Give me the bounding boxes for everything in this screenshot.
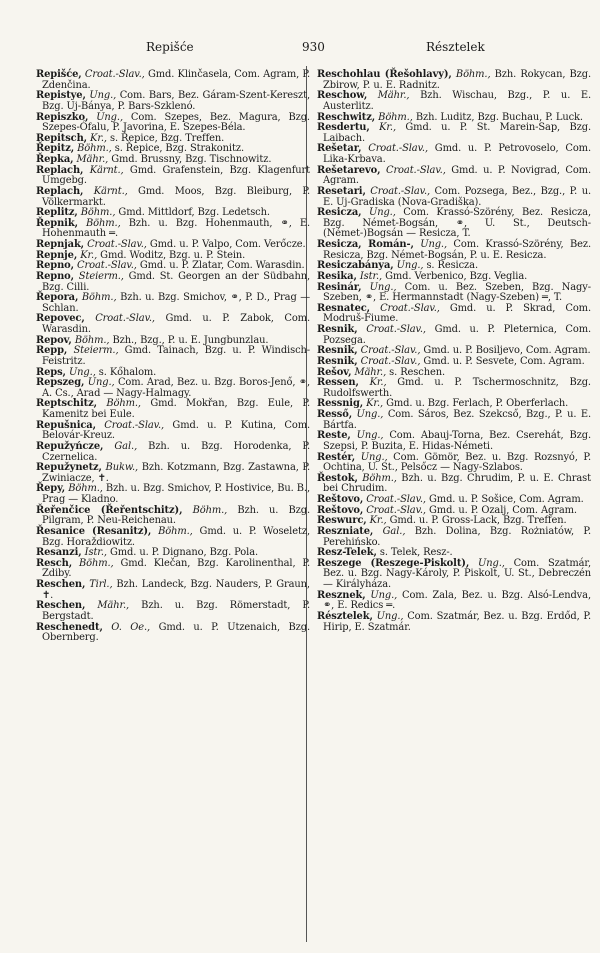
entry-region: Ung., — [370, 589, 398, 601]
entry-name: Replitz, — [36, 207, 78, 219]
page-number: 930 — [302, 40, 325, 54]
entry-region: Kr., — [366, 398, 384, 410]
entry-details: Bzh. u. Bzg. Hohenmauth, ⚭, E. Hohenmauth ═. — [42, 217, 310, 240]
gazetteer-entry — [317, 240, 591, 261]
entry-details: Gmd. u. P. Ozalj, Com. Agram. — [429, 504, 577, 516]
entry-region: Böhm., — [74, 334, 110, 346]
gazetteer-entry — [36, 580, 310, 601]
gazetteer-entry — [36, 219, 310, 240]
entry-details: Bzh. u. Bzg. Horodenka, P. Czernelica. — [42, 440, 311, 463]
gazetteer-entry — [36, 463, 310, 484]
entry-region: Böhm., — [78, 557, 114, 569]
entry-name: Restér, — [317, 451, 356, 463]
entry-details: Gmd. u. Bzg. Ferlach, P. Oberferlach. — [386, 398, 569, 410]
entry-name: Rešov, — [317, 366, 352, 378]
entry-details: Bzh. u. Bzg. Smichov, P. Hostivice, Bu. B., Prag — Kladno. — [42, 483, 311, 505]
entry-region: Kr., — [369, 377, 387, 389]
entry-region: Böhm., — [378, 111, 413, 123]
entry-details: Gmd. u. P. Novigrad, Com. Agram. — [323, 164, 591, 187]
entry-name: Reštovo, — [317, 494, 364, 505]
entry-name: Resnatec, — [317, 302, 371, 314]
entry-details: Com. Abauj-Torna, Bez. Cserehát, Bzg. Szepsi, P. Buzita, E. Hidas-Németi. — [323, 430, 591, 452]
entry-details: Bzh. Dolina, Bzg. Rożniatów, P. Perehińsko. — [323, 525, 591, 548]
gazetteer-entry — [36, 527, 310, 548]
entry-region: Ung., — [368, 207, 396, 219]
entry-name: Resdertu, — [317, 122, 370, 134]
entry-details: Gmd. Woditz, Bzg. u. P. Stein. — [100, 249, 246, 261]
entry-region: Croat.-Slav., — [370, 185, 431, 197]
entry-region: Ung., — [96, 111, 123, 123]
entry-details: Bzh. Rokycan, Bzg. Zbirow, P. u. E. Radnitz. — [323, 69, 592, 91]
entry-region: Croat.-Slav., — [366, 504, 426, 516]
entry-name: Resznek, — [317, 589, 366, 601]
entry-name: Reschen, — [36, 579, 86, 590]
gazetteer-entry — [36, 559, 310, 580]
entry-region: Ung., — [87, 377, 115, 389]
entry-name: Resiczabánya, — [317, 260, 394, 272]
entry-name: Resz-Telek, — [317, 547, 377, 559]
entry-details: Com. Szepes, Bez. Magura, Bzg. Szepes-Ófalu, P. Javorina, E. Szepes-Béla. — [42, 111, 310, 134]
entry-name: Repišće, — [36, 69, 82, 80]
gazetteer-entry — [36, 484, 310, 505]
entry-name: Řepnik, — [36, 217, 78, 229]
entry-details: Gmd. u. P. Skrad, Com. Modruš-Fiume. — [323, 302, 591, 325]
entry-region: Istr., — [84, 547, 107, 559]
entry-region: O. Oe., — [111, 621, 151, 633]
entry-name: Resnik, — [317, 324, 358, 335]
entry-details: Com. Zala, Bez. u. Bzg. Alsó-Lendva, ⚭, E. Redics ═. — [323, 589, 591, 612]
entry-details: Gmd. u. P. Valpo, Com. Verőcze. — [149, 239, 306, 250]
entry-name: Reswurc, — [317, 515, 367, 527]
running-head-right: Résztelek — [426, 40, 485, 54]
entry-region: Steierm., — [73, 345, 119, 357]
entry-region: Böhm., — [106, 398, 141, 410]
entry-region: Böhm., — [86, 217, 121, 229]
entry-details: s. Kőhalom. — [98, 366, 157, 378]
entry-name: Resika, — [317, 270, 357, 282]
gazetteer-entry — [317, 325, 591, 346]
entry-region: Böhm., — [192, 504, 228, 516]
entry-region: Ung., — [89, 90, 117, 102]
entry-details: Com. Bars, Bez. Gáram-Szent-Kereszt, Bzg. Uj-Bánya, P. Bars-Szklenó. — [42, 90, 311, 112]
entry-region: Ung., — [356, 430, 384, 442]
entry-details: Gmd. u. P. St. Marein-Sap, Bzg. Laibach. — [323, 122, 591, 144]
entry-name: Řepora, — [36, 292, 79, 304]
entry-name: Repnjak, — [36, 239, 85, 250]
entry-details: Bzh. Luditz, Bzg. Buchau, P. Luck. — [415, 111, 583, 123]
entry-name: Replach, — [36, 185, 84, 197]
entry-region: Ung., — [376, 610, 404, 622]
entry-region: Gal., — [382, 525, 406, 537]
gazetteer-entry — [317, 91, 591, 112]
entry-name: Reschenedt, — [36, 621, 103, 633]
entry-details: Com. u. Bez. Szeben, Bzg. Nagy-Szeben, ⚭, E. Hermannstadt (Nagy-Szeben) ═, T. — [323, 281, 591, 304]
gazetteer-entry — [317, 283, 591, 304]
entry-name: Resanzi, — [36, 547, 82, 559]
gazetteer-entry — [317, 123, 591, 144]
gazetteer-entry — [317, 144, 591, 165]
gazetteer-entry — [36, 623, 310, 644]
entry-region: Böhm., — [158, 525, 193, 537]
gazetteer-entry — [317, 591, 591, 612]
entry-region: Kr., — [80, 249, 98, 261]
gazetteer-entry — [36, 91, 310, 112]
entry-region: Croat.-Slav., — [360, 345, 421, 357]
entry-name: Ressnig, — [317, 398, 364, 410]
entry-name: Repužyńcze, — [36, 440, 104, 452]
entry-details: Com. Gömör, Bez. u. Bzg. Rozsnyó, P. Ochtina, U. St., Pelsőcz — Nagy-Szlabos. — [323, 451, 591, 474]
entry-details: Gmd. St. Georgen an der Südbahn, Bzg. Cilli. — [42, 270, 311, 293]
entry-details: Gmd. u. P. Bosiljevo, Com. Agram. — [423, 345, 591, 357]
entry-region: Böhm., — [80, 207, 116, 219]
entry-name: Resetari, — [317, 185, 366, 197]
entry-region: Croat.-Slav., — [385, 164, 446, 176]
entry-details: Com. Sáros, Bez. Szekcső, Bzg., P. u. E. Bártfa. — [323, 409, 591, 431]
entry-details: Gmd. u. P. Gross-Lack, Bzg. Treffen. — [389, 515, 567, 527]
entry-details: Gmd. Grafenstein, Bzg. Klagenfurt Umgebg. — [42, 164, 310, 187]
gazetteer-entry — [36, 399, 310, 420]
entry-region: Mähr., — [377, 90, 410, 102]
entry-details: Gmd. u. P. Sesvete, Com. Agram. — [423, 355, 585, 367]
left-column — [36, 70, 310, 644]
entry-name: Řepka, — [36, 154, 74, 165]
gazetteer-entry — [36, 293, 310, 314]
entry-name: Řeřenčice (Řeřentschitz), — [36, 504, 183, 516]
entry-details: s. Resicza. — [426, 260, 478, 272]
gazetteer-entry — [317, 187, 591, 208]
entry-details: s. Řepice, Bzg. Treffen. — [109, 132, 225, 144]
gazetteer-entry — [36, 314, 310, 335]
entry-region: Böhm., — [455, 69, 491, 80]
entry-name: Rešetar, — [317, 143, 362, 155]
entry-details: Bzh. Wischau, Bzg., P. u. E. Austerlitz. — [323, 90, 591, 112]
entry-details: Gmd. u. P. Woseletz, Bzg. Horaždiowitz. — [42, 525, 310, 548]
gazetteer-entry — [36, 166, 310, 187]
entry-details: Gmd. u. P. Pleternica, Com. Pozsega. — [323, 324, 591, 346]
running-head-left: Repišće — [146, 40, 194, 54]
entry-name: Reschwitz, — [317, 111, 376, 123]
entry-name: Replach, — [36, 164, 84, 176]
entry-details: Gmd. Klinčasela, Com. Agram, P. Zdenčina. — [42, 69, 310, 91]
entry-name: Repno, — [36, 260, 74, 272]
entry-region: Bukw., — [105, 462, 139, 474]
entry-details: Bzh. Landeck, Bzg. Nauders, P. Graun, ✝. — [42, 579, 310, 601]
entry-name: Repužynetz, — [36, 462, 102, 474]
entry-region: Ung., — [396, 260, 424, 272]
entry-name: Ressen, — [317, 377, 359, 389]
entry-name: Reschow, — [317, 90, 368, 102]
entry-region: Mähr., — [76, 154, 109, 165]
entry-details: Bzh. u. Bzg. Römerstadt, P. Bergstadt. — [42, 600, 310, 622]
entry-name: Résztelek, — [317, 610, 373, 622]
entry-region: Ung., — [477, 557, 505, 569]
gazetteer-entry — [317, 612, 591, 633]
entry-region: Steierm., — [78, 270, 124, 282]
gazetteer-entry — [36, 506, 310, 527]
entry-details: Com. Arad, Bez. u. Bzg. Boros-Jenő, ⚭, A. Cs., Arad — Nagy-Halmagy. — [42, 377, 310, 399]
entry-name: Reszniate, — [317, 525, 374, 537]
gazetteer-entry — [36, 70, 310, 91]
entry-details: Gmd. u. P. Zlatar, Com. Warasdin. — [139, 260, 305, 272]
entry-details: Gmd. Tainach, Bzg. u. P. Windisch-Feistritz. — [42, 345, 310, 367]
entry-region: Böhm., — [68, 483, 103, 495]
entry-details: Bzh., Bzg., P. u. E. Jungbunzlau. — [112, 334, 269, 346]
entry-name: Resnik, — [317, 345, 358, 357]
entry-name: Resnik, — [317, 355, 358, 367]
gazetteer-entry — [36, 187, 310, 208]
entry-name: Resső, — [317, 409, 353, 420]
gazetteer-entry — [317, 474, 591, 495]
entry-region: Böhm., — [362, 472, 397, 484]
entry-details: Bzh. Kotzmann, Bzg. Zastawna, P. Zwiniacze, ✝. — [42, 462, 310, 484]
entry-details: Gmd. u. P. Kutina, Com. Belovár-Kreuz. — [42, 419, 310, 442]
entry-region: Istr., — [359, 270, 383, 282]
right-column — [317, 70, 591, 633]
entry-details: Bzh. u. Bzg. Chrudim, P. u. E. Chrast bei Chrudim. — [323, 472, 591, 495]
entry-region: Croat.-Slav., — [360, 355, 421, 367]
entry-name: Reszege (Reszege-Piskolt), — [317, 557, 470, 569]
entry-region: Kr., — [90, 132, 107, 144]
entry-details: s. Reschen. — [389, 366, 445, 378]
entry-details: Gmd. Brussny, Bzg. Tischnowitz. — [111, 154, 272, 165]
entry-region: Croat.-Slav., — [380, 302, 440, 314]
gazetteer-entry — [317, 453, 591, 474]
entry-name: Repistye, — [36, 90, 86, 102]
entry-name: Resicza, — [317, 207, 362, 219]
entry-details: Gmd. u. P. Dignano, Bzg. Pola. — [109, 547, 259, 559]
entry-name: Repovec, — [36, 313, 85, 325]
entry-name: Repnje, — [36, 249, 78, 261]
entry-name: Reste, — [317, 430, 351, 442]
entry-region: Croat.-Slav., — [95, 313, 155, 325]
entry-name: Repitsch, — [36, 132, 87, 144]
entry-region: Ung., — [369, 281, 397, 293]
gazetteer-entry — [317, 431, 591, 452]
entry-details: Gmd. Mittldorf, Bzg. Ledetsch. — [118, 207, 270, 219]
entry-details: Gmd. Moos, Bzg. Bleiburg, P. Völkermarkt. — [42, 185, 310, 208]
entry-name: Reps, — [36, 366, 66, 378]
entry-details: s. Telek, Resz-. — [379, 547, 453, 559]
entry-region: Böhm., — [81, 292, 117, 304]
entry-region: Böhm., — [77, 143, 112, 155]
entry-region: Kr., — [369, 515, 387, 527]
entry-details: Gmd. Klečan, Bzg. Karolinenthal, P. Zdiby. — [42, 557, 310, 580]
gazetteer-entry — [317, 70, 591, 91]
entry-details: Gmd. u. P. Tschermoschnitz, Bzg. Rudolfswerth. — [323, 377, 591, 399]
entry-region: Croat.-Slav., — [77, 260, 137, 272]
entry-name: Reštovo, — [317, 504, 364, 516]
entry-details: Com. Szatmár, Bez. u. Bzg. Erdőd, P. Hirip, E. Szatmár. — [323, 610, 591, 633]
gazetteer-entry — [36, 601, 310, 622]
gazetteer-entry — [36, 272, 310, 293]
entry-region: Kärnt., — [89, 164, 124, 176]
entry-details: Com. Szatmár, Bez. u. Bzg. Nagy-Károly, P. Piskolt, U. St., Debreczén — Királyháza. — [323, 557, 591, 590]
gazetteer-entry — [317, 304, 591, 325]
entry-details: Gmd. u. P. Sošice, Com. Agram. — [429, 494, 584, 505]
entry-name: Repušnica, — [36, 419, 96, 431]
entry-name: Resch, — [36, 557, 73, 569]
entry-region: Tirl., — [89, 579, 113, 590]
entry-region: Gal., — [114, 440, 138, 452]
entry-details: Gmd. u. P. Utzenaich, Bzg. Obernberg. — [42, 621, 311, 644]
gazetteer-entry — [317, 559, 591, 591]
entry-name: Řepy, — [36, 483, 66, 495]
entry-region: Ung., — [420, 239, 448, 250]
gazetteer-entry — [317, 527, 591, 548]
entry-region: Mähr., — [354, 366, 387, 378]
entry-region: Croat.-Slav., — [84, 69, 145, 80]
gazetteer-entry — [317, 208, 591, 240]
entry-details: Gmd. u. P. Zabok, Com. Warasdin. — [42, 313, 310, 335]
gazetteer-entry — [36, 378, 310, 399]
entry-details: Bzh. u. Bzg. Pilgram, P. Neu-Reichenau. — [42, 504, 310, 527]
entry-name: Resinár, — [317, 281, 362, 293]
entry-name: Řesanice (Resanitz), — [36, 525, 152, 537]
entry-region: Ung., — [360, 451, 388, 463]
entry-name: Reschohlau (Řešohlavy), — [317, 69, 452, 80]
entry-details: Com. Krassó-Szörény, Bez. Resicza, Bzg. Német-Bogsán, P. u. E. Resicza. — [323, 239, 592, 261]
gazetteer-entry — [36, 346, 310, 367]
entry-name: Řepitz, — [36, 143, 75, 155]
entry-name: Repno, — [36, 270, 74, 282]
entry-name: Reschen, — [36, 600, 86, 612]
gazetteer-entry — [317, 410, 591, 431]
entry-details: s. Řepice, Bzg. Strakonitz. — [114, 143, 244, 155]
entry-region: Ung., — [356, 409, 384, 420]
entry-name: Repszeg, — [36, 377, 85, 389]
entry-region: Ung., — [68, 366, 96, 378]
gazetteer-entry — [317, 166, 591, 187]
entry-details: Com. Pozsega, Bez., Bzg., P. u. E. Uj-Gradiska (Nova-Gradiška). — [323, 185, 591, 208]
entry-details: Gmd. Mokřan, Bzg. Eule, P. Kamenitz bei Eule. — [42, 398, 310, 420]
entry-name: Reptschitz, — [36, 398, 97, 410]
gazetteer-entry — [36, 113, 310, 134]
entry-name: Repiszko, — [36, 111, 89, 123]
entry-name: Rešetarevo, — [317, 164, 381, 176]
entry-name: Resicza, Román-, — [317, 239, 414, 250]
entry-details: Gmd. Verbenico, Bzg. Veglia. — [385, 270, 528, 282]
gazetteer-entry — [36, 421, 310, 442]
entry-region: Croat.-Slav., — [366, 324, 426, 335]
entry-name: Repp, — [36, 345, 68, 357]
entry-name: Řestok, — [317, 472, 358, 484]
entry-region: Mähr., — [97, 600, 130, 612]
entry-region: Croat.-Slav., — [104, 419, 165, 431]
entry-name: Repov, — [36, 334, 72, 346]
entry-region: Kärnt., — [93, 185, 128, 197]
entry-region: Croat.-Slav., — [368, 143, 428, 155]
entry-details: Com. Krassó-Szörény, Bez. Resicza, Bzg. Német-Bogsán, ⚭, U. St., Deutsch-(Német-)Bogsán — Resicza, T. — [323, 207, 591, 240]
entry-region: Kr., — [379, 122, 396, 134]
entry-details: Bzh. u. Bzg. Smichov, ⚭, P. D., Prag — Schlan. — [42, 292, 311, 314]
gazetteer-entry — [36, 442, 310, 463]
entry-details: Gmd. u. P. Petrovoselo, Com. Lika-Krbava. — [323, 143, 591, 165]
entry-region: Croat.-Slav., — [366, 494, 426, 505]
gazetteer-entry — [317, 378, 591, 399]
entry-region: Croat.-Slav., — [87, 239, 147, 250]
page-header — [36, 40, 564, 60]
